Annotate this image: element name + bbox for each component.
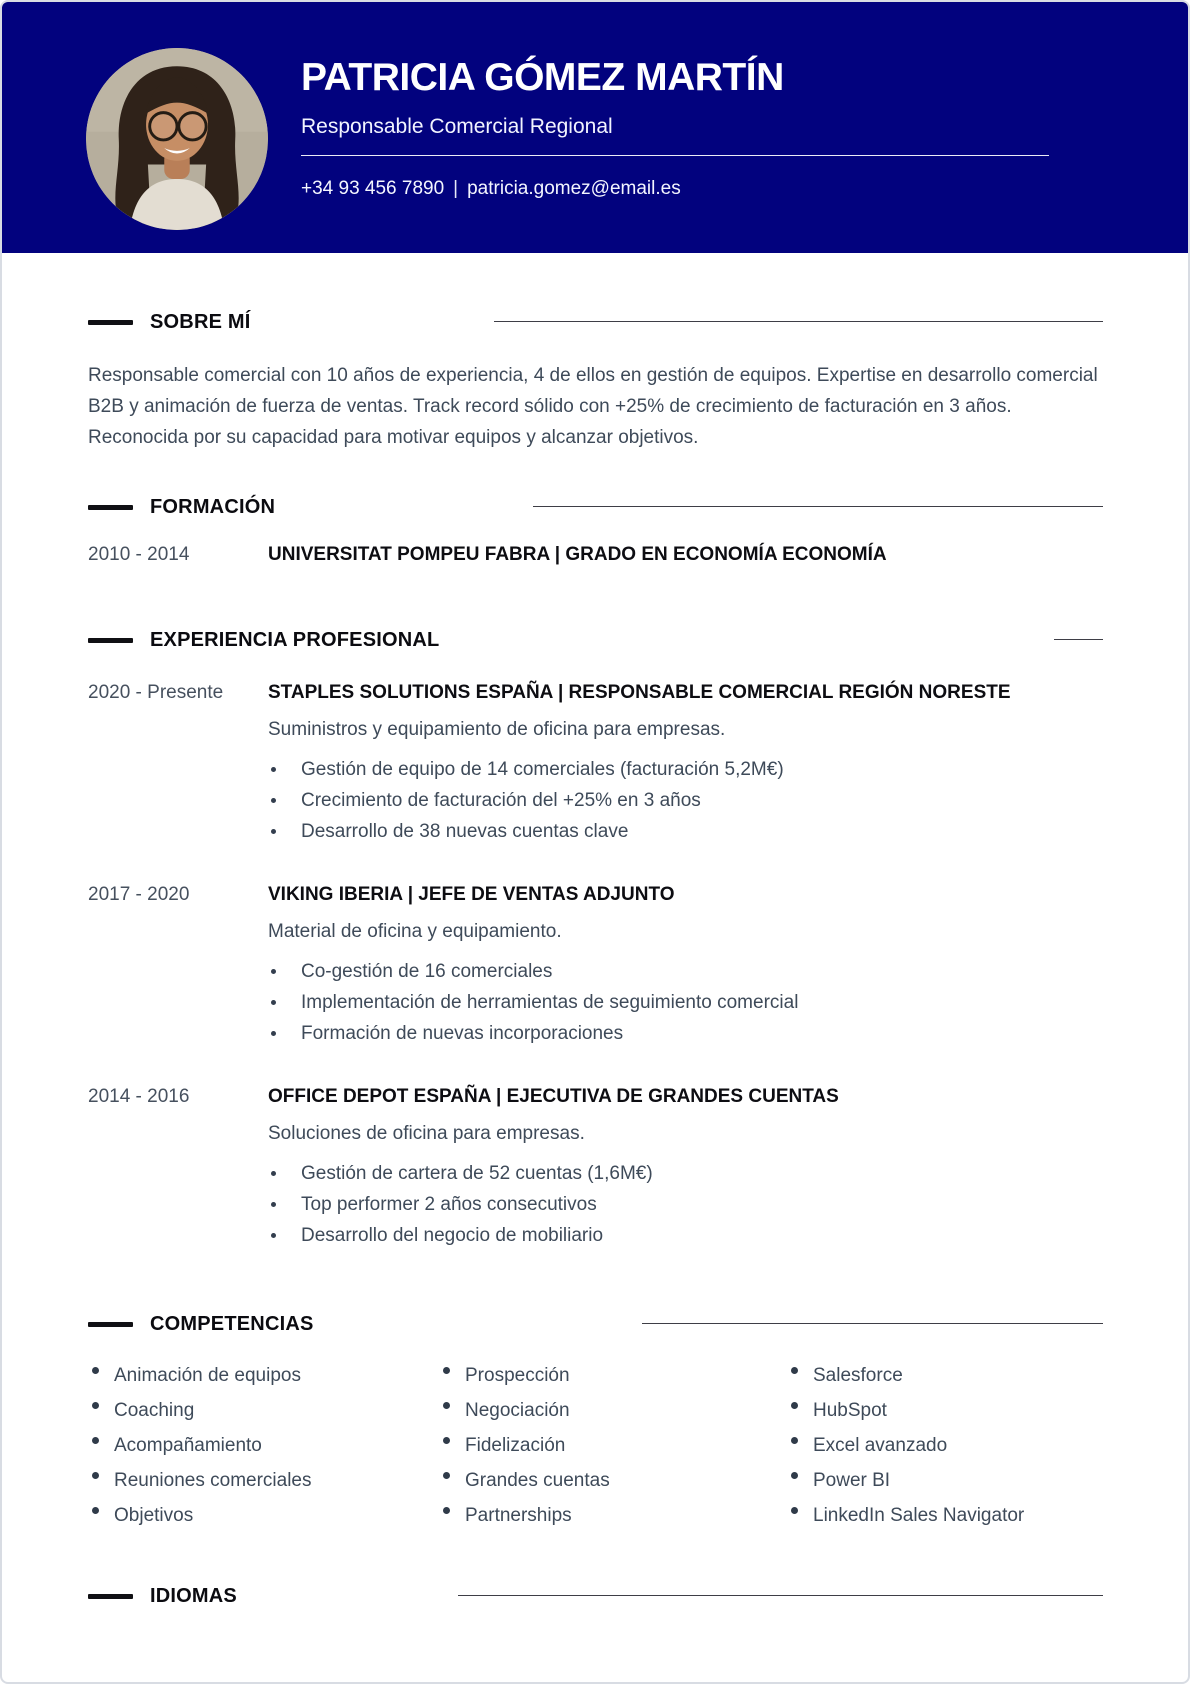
section-education (88, 495, 1103, 567)
skill-item: Partnerships (439, 1504, 787, 1528)
section-about-header (88, 310, 1103, 334)
skill-item: Animación de equipos (88, 1364, 439, 1388)
job-bullet: Formación de nuevas incorporaciones (268, 1022, 1103, 1046)
job-bullet: Co-gestión de 16 comerciales (268, 960, 1103, 984)
education-dates: 2010 - 2014 (88, 544, 190, 565)
section-dash-icon (88, 320, 133, 325)
job-bullet: Desarrollo del negocio de mobiliario (268, 1224, 1103, 1248)
section-dash-icon (88, 1322, 133, 1327)
education-entry (88, 543, 1103, 567)
job-achievements (268, 1162, 1103, 1248)
skill-item: Prospección (439, 1364, 787, 1388)
skills-column-3 (787, 1364, 1103, 1539)
job-bullet: Top performer 2 años consecutivos (268, 1193, 1103, 1217)
section-experience (88, 628, 1103, 1255)
job-bullet: Desarrollo de 38 nuevas cuentas clave (268, 820, 1103, 844)
job-achievements (268, 960, 1103, 1046)
section-education-header (88, 495, 1103, 519)
header-divider (301, 155, 1049, 156)
job-achievements (268, 758, 1103, 844)
section-languages-header (88, 1584, 1103, 1608)
job-details (268, 1085, 1103, 1255)
section-skills (88, 1312, 1103, 1539)
job-entry (88, 883, 1103, 1053)
job-entry (88, 1085, 1103, 1255)
section-about-title: SOBRE MÍ (150, 311, 251, 333)
section-rule (533, 506, 1103, 507)
skill-item: Coaching (88, 1399, 439, 1423)
job-details (268, 681, 1103, 851)
job-entry (88, 681, 1103, 851)
header (2, 2, 1188, 253)
job-description: Suministros y equipamiento de oficina para empresas. (268, 719, 726, 740)
profile-photo-illustration (86, 48, 268, 230)
skill-item: Reuniones comerciales (88, 1469, 439, 1493)
education-degree: UNIVERSITAT POMPEU FABRA | GRADO EN ECONOMÍA ECONOMÍA (268, 544, 887, 565)
skill-item: Grandes cuentas (439, 1469, 787, 1493)
job-bullet: Crecimiento de facturación del +25% en 3 años (268, 789, 1103, 813)
skill-item: Fidelización (439, 1434, 787, 1458)
section-dash-icon (88, 638, 133, 643)
email-address: patricia.gomez@email.es (467, 178, 681, 199)
job-description: Soluciones de oficina para empresas. (268, 1123, 585, 1144)
section-dash-icon (88, 1594, 133, 1599)
job-bullet: Gestión de equipo de 14 comerciales (facturación 5,2M€) (268, 758, 1103, 782)
about-paragraph: Responsable comercial con 10 años de experiencia, 4 de ellos en gestión de equipos. Expertise en desarrollo comercial B2B y animación de fuerza de ventas. Track record sólido con +25% de crecimiento de facturación en 3 años. Reconocida por su capacidad para motivar equipos y alcanzar objetivos. (88, 365, 1098, 448)
section-education-title: FORMACIÓN (150, 496, 276, 518)
section-skills-header (88, 1312, 1103, 1336)
person-job-title: Responsable Comercial Regional (301, 115, 613, 138)
section-languages-title: IDIOMAS (150, 1585, 237, 1607)
skill-item: Excel avanzado (787, 1434, 1103, 1458)
job-details (268, 883, 1103, 1053)
person-name: PATRICIA GÓMEZ MARTÍN (301, 56, 784, 99)
phone-number: +34 93 456 7890 (301, 178, 445, 199)
skill-item: Acompañamiento (88, 1434, 439, 1458)
skill-item: HubSpot (787, 1399, 1103, 1423)
job-title: STAPLES SOLUTIONS ESPAÑA | RESPONSABLE COMERCIAL REGIÓN NORESTE (268, 682, 1011, 703)
section-skills-title: COMPETENCIAS (150, 1313, 314, 1335)
skill-item: Objetivos (88, 1504, 439, 1528)
job-dates: 2020 - Presente (88, 682, 224, 703)
contact-separator: | (453, 178, 459, 199)
skill-item: Negociación (439, 1399, 787, 1423)
skills-column-2 (439, 1364, 787, 1539)
job-dates: 2014 - 2016 (88, 1086, 190, 1107)
section-experience-title: EXPERIENCIA PROFESIONAL (150, 629, 440, 651)
section-rule (494, 321, 1103, 322)
section-about (88, 310, 1103, 453)
skills-grid (88, 1364, 1103, 1539)
section-rule (642, 1323, 1103, 1324)
section-rule (458, 1595, 1103, 1596)
contact-info (301, 176, 681, 202)
job-title: OFFICE DEPOT ESPAÑA | EJECUTIVA DE GRANDES CUENTAS (268, 1086, 839, 1107)
job-bullet: Implementación de herramientas de seguimiento comercial (268, 991, 1103, 1015)
skill-item: LinkedIn Sales Navigator (787, 1504, 1103, 1528)
section-languages (88, 1584, 1103, 1608)
job-bullet: Gestión de cartera de 52 cuentas (1,6M€) (268, 1162, 1103, 1186)
resume-body (2, 310, 1188, 1608)
section-dash-icon (88, 505, 133, 510)
skills-column-1 (88, 1364, 439, 1539)
job-title: VIKING IBERIA | JEFE DE VENTAS ADJUNTO (268, 884, 675, 905)
job-dates: 2017 - 2020 (88, 884, 190, 905)
skill-item: Salesforce (787, 1364, 1103, 1388)
job-description: Material de oficina y equipamiento. (268, 921, 562, 942)
section-experience-header (88, 628, 1103, 652)
skill-item: Power BI (787, 1469, 1103, 1493)
section-rule (1054, 639, 1103, 640)
profile-photo (86, 48, 268, 230)
